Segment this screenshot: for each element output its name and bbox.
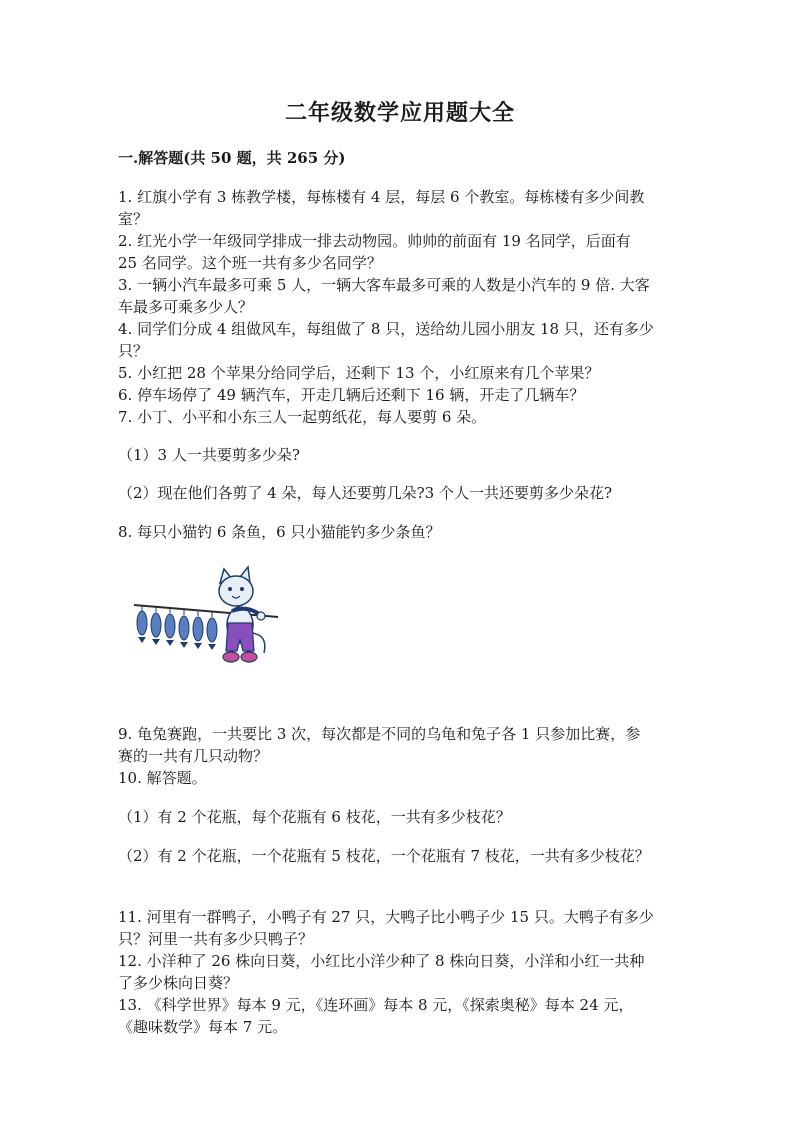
problem-line: 室？ [118,210,149,228]
problem-line: 赛的一共有几只动物？ [118,747,269,765]
problem-line: 1. 红旗小学有 3 栋教学楼，每栋楼有 4 层，每层 6 个教室。每栋楼有多少间教 [118,188,645,206]
cat-carrying-fish-pole-illustration [128,565,288,675]
sub-question: （1）有 2 个花瓶，每个花瓶有 6 枝花，一共有多少枝花？ [118,808,511,826]
page-title: 二年级数学应用题大全 [284,100,515,126]
problem-line: 2. 红光小学一年级同学排成一排去动物园。帅帅的前面有 19 名同学，后面有 [118,232,631,250]
problem-line: 25 名同学。这个班一共有多少名同学？ [118,254,382,272]
sub-question: （2）有 2 个花瓶，一个花瓶有 5 枝花，一个花瓶有 7 枝花，一共有多少枝花？ [118,847,650,865]
problem-line: 6. 停车场停了 49 辆汽车，开走几辆后还剩下 16 辆，开走了几辆车？ [118,386,585,404]
problem-line: 车最多可乘多少人？ [118,298,254,316]
problem-line: 《趣味数学》每本 7 元。 [118,1018,288,1036]
problem-line: 3. 一辆小汽车最多可乘 5 人，一辆大客车最多可乘的人数是小汽车的 9 倍. 大客 [118,276,650,294]
sub-question: （1）3 人一共要剪多少朵? [118,446,300,464]
problem-line: 12. 小洋种了 26 株向日葵，小红比小洋少种了 8 株向日葵，小洋和小红一共种 [118,952,645,970]
problem-line: 9. 龟兔赛跑，一共要比 3 次，每次都是不同的乌龟和兔子各 1 只参加比赛，参 [118,725,641,743]
problem-line: 13. 《科学世界》每本 9 元，《连环画》每本 8 元，《探索奥秘》每本 24 元， [118,996,634,1014]
problem-line: 只？ [118,342,149,360]
problem-line: 了多少株向日葵？ [118,974,239,992]
sub-question: （2）现在他们各剪了 4 朵，每人还要剪几朵?3 个人一共还要剪多少朵花? [118,484,613,502]
section-heading: 一.解答题(共 50 题，共 265 分) [118,149,346,167]
problem-line: 7. 小丁、小平和小东三人一起剪纸花，每人要剪 6 朵。 [118,408,487,426]
problem-line: 11. 河里有一群鸭子，小鸭子有 27 只，大鸭子比小鸭子少 15 只。大鸭子有多少 [118,908,654,926]
problem-line: 5. 小红把 28 个苹果分给同学后，还剩下 13 个，小红原来有几个苹果？ [118,364,600,382]
problem-line: 8. 每只小猫钓 6 条鱼，6 只小猫能钓多少条鱼？ [118,523,441,541]
problem-line: 4. 同学们分成 4 组做风车，每组做了 8 只，送给幼儿园小朋友 18 只，还有多少 [118,320,654,338]
problem-line: 10. 解答题。 [118,769,207,787]
problem-line: 只？河里一共有多少只鸭子？ [118,930,314,948]
